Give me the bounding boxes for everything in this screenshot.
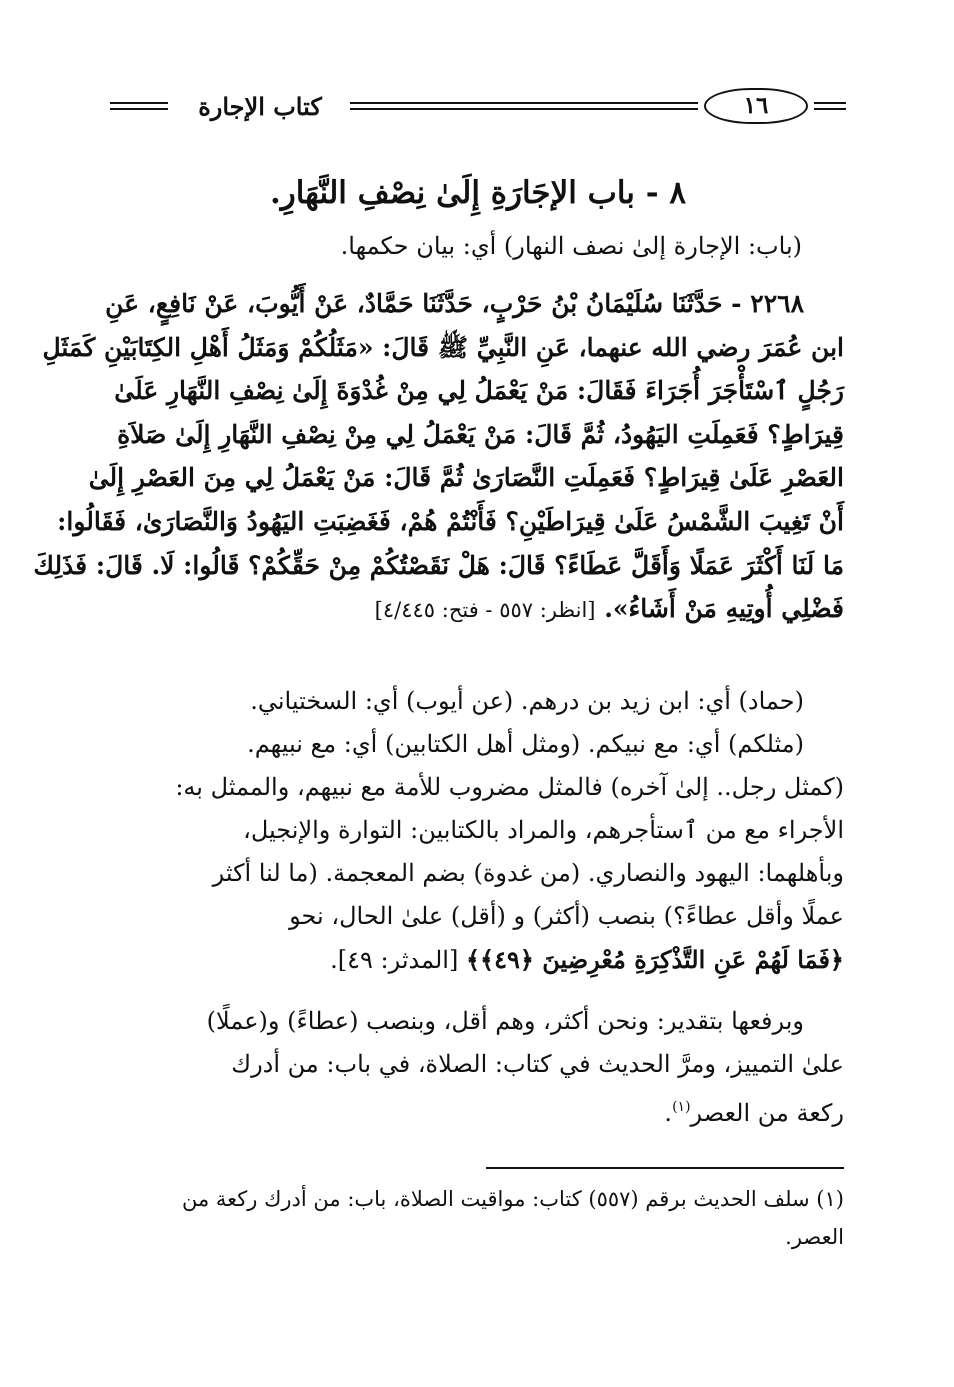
running-header — [110, 88, 846, 128]
footnote — [112, 1180, 844, 1256]
final-period: . — [664, 1099, 673, 1127]
text-line — [112, 587, 844, 633]
page-number: ١٦ — [704, 88, 808, 124]
commentary-text: عملًا وأقل عطاءً؟) بنصب (أكثر) و (أقل) علىٰ الحال، نحو — [289, 902, 844, 930]
text-line: العَصْرِ عَلَىٰ قِيرَاطٍ؟ فَعَمِلَتِ النَّصَارَىٰ ثُمَّ قَالَ: مَنْ يَعْمَلُ لِي مِنَ العَصْرِ إِلَىٰ — [88, 463, 844, 493]
text-line — [112, 1086, 844, 1135]
text-line: (مثلكم) أي: مع نبيكم. (ومثل أهل الكتابين) أي: مع نبيهم. — [247, 730, 804, 758]
footnote-line: العصر. — [785, 1225, 844, 1249]
quran-reference: [المدثر: ٤٩]. — [330, 946, 459, 974]
text-line: (باب: الإجارة إلىٰ نصف النهار) أي: بيان حكمها. — [340, 232, 802, 260]
final-text: ركعة من العصر — [690, 1099, 844, 1127]
hadith-reference: [انظر: ٥٥٧ - فتح: ٤/٤٤٥] — [374, 598, 596, 623]
footnote-marker: (١) — [672, 1099, 691, 1115]
hadith-paragraph — [33, 282, 844, 633]
intro-paragraph — [112, 225, 844, 268]
text-line: وبأهلهما: اليهود والنصاري. (من غدوة) بضم المعجمة. (ما لنا أكثر — [212, 859, 844, 887]
hadith-last-text: فَضْلِي أُوتِيهِ مَنْ أَشَاءُ». — [604, 594, 844, 624]
text-line: أَنْ تَغِيبَ الشَّمْسُ عَلَىٰ قِيرَاطَيْنِ؟ فَأَنْتُمْ هُمْ، فَغَضِبَتِ اليَهُودُ وَالنَّصَارَىٰ، فَقَالُوا: — [57, 506, 844, 536]
final-paragraph — [112, 1000, 844, 1135]
text-line: ابن عُمَرَ رضي الله عنهما، عَنِ النَّبِيِّ ﷺ قَالَ: «مَثَلُكُمْ وَمَثَلُ أَهْلِ الكِتَابَيْنِ كَمَثَلِ — [42, 332, 844, 362]
text-line: (حماد) أي: ابن زيد بن درهم. (عن أيوب) أي: السختياني. — [250, 687, 804, 715]
chapter-heading: ٨ - باب الإجَارَةِ إِلَىٰ نِصْفِ النَّهَارِ. — [269, 175, 687, 211]
text-line — [112, 938, 844, 982]
text-line: ٢٢٦٨ - حَدَّثَنَا سُلَيْمَانُ بْنُ حَرْبٍ، حَدَّثَنَا حَمَّادٌ، عَنْ أَيُّوبَ، عَنْ نَافِعٍ، عَنِ — [105, 289, 804, 318]
footnote-line: (١) سلف الحديث برقم (٥٥٧) كتاب: مواقيت الصلاة، باب: من أدرك ركعة من — [181, 1187, 844, 1211]
footnote-rule — [486, 1167, 844, 1169]
text-line: علىٰ التمييز، ومرَّ الحديث في كتاب: الصلاة، في باب: من أدرك — [231, 1050, 844, 1078]
text-line: رَجُلٍ ٱسْتَأْجَرَ أُجَرَاءَ فَقَالَ: مَنْ يَعْمَلُ لِي مِنْ غُدْوَةَ إِلَىٰ نِصْفِ النَّهَارِ عَلَىٰ — [114, 376, 844, 406]
text-line — [112, 895, 844, 938]
text-line: مَا لَنَا أَكْثَرَ عَمَلًا وَأَقَلَّ عَطَاءً؟ قَالَ: هَلْ نَقَصْتُكُمْ مِنْ حَقِّكُمْ؟ قَالُوا: لَا. قَالَ: فَذَلِكَ — [33, 550, 844, 580]
header-rule-middle — [350, 102, 698, 110]
text-line: الأجراء مع من ٱستأجرهم، والمراد بالكتابين: التوارة والإنجيل، — [243, 816, 844, 844]
text-line: وبرفعها بتقدير: ونحن أكثر، وهم أقل، وبنصب (عطاءً) و(عملًا) — [206, 1007, 804, 1035]
quran-verse: ﴿فَمَا لَهُمْ عَنِ التَّذْكِرَةِ مُعْرِضِينَ ﴿٤٩﴾﴾ — [465, 945, 844, 974]
text-line: (كمثل رجل.. إلىٰ آخره) فالمثل مضروب للأمة مع نبيهم، والممثل به: — [175, 773, 844, 801]
header-rule-right — [814, 102, 846, 110]
book-title: كتاب الإجارة — [198, 92, 322, 121]
commentary-paragraph — [112, 680, 844, 982]
header-rule-left — [110, 102, 168, 110]
text-line: قِيرَاطٍ؟ فَعَمِلَتِ اليَهُودُ، ثُمَّ قَالَ: مَنْ يَعْمَلُ لِي مِنْ نِصْفِ النَّهَارِ إِلَىٰ صَلاَةِ — [117, 419, 844, 449]
